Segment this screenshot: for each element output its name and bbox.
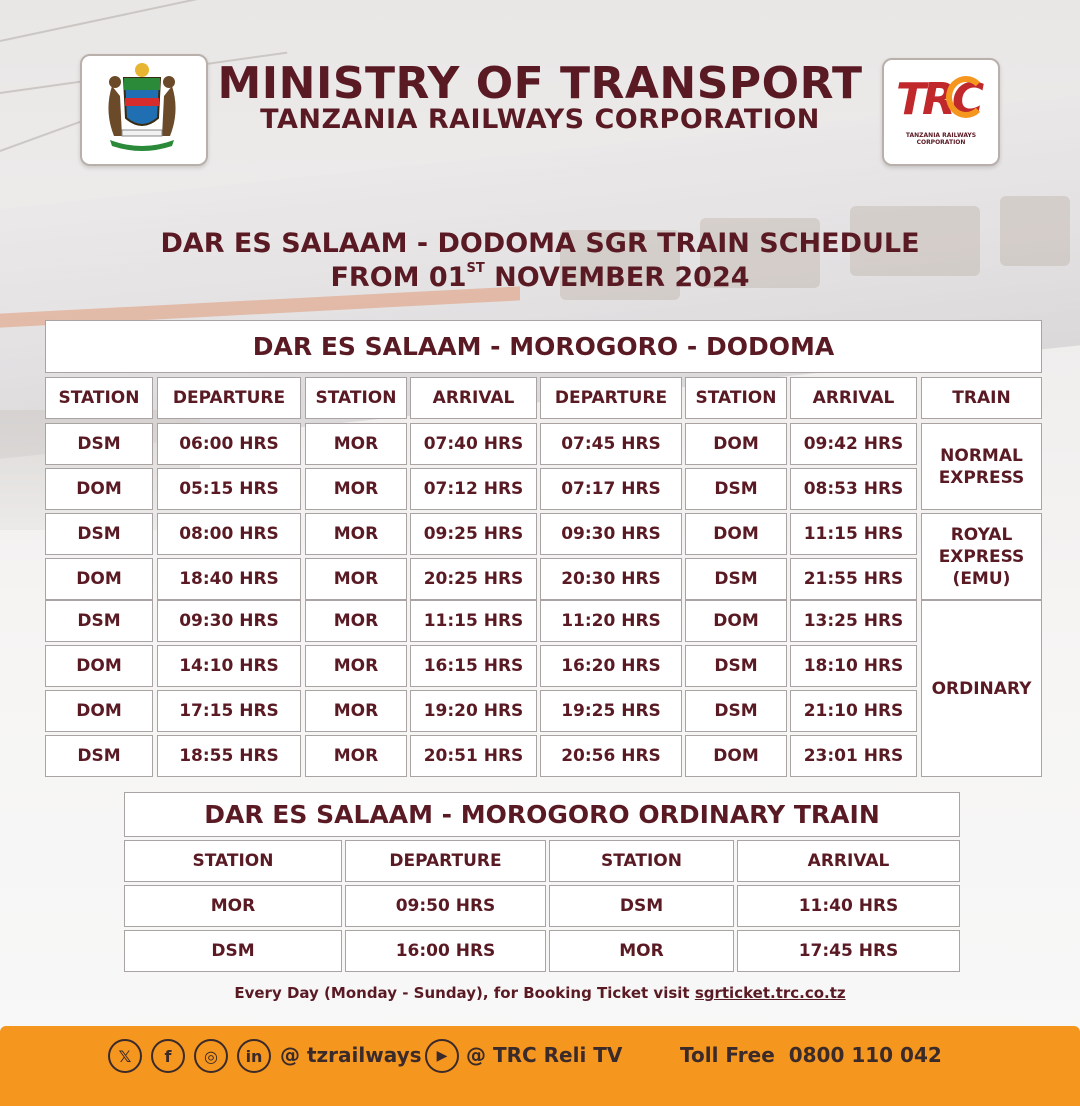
main-cell: 07:45 HRS (540, 423, 682, 465)
main-cell: MOR (305, 690, 407, 732)
main-cell: DSM (685, 468, 787, 510)
main-cell: 07:12 HRS (410, 468, 537, 510)
main-cell: 16:20 HRS (540, 645, 682, 687)
main-cell: DSM (45, 735, 153, 777)
main-cell: MOR (305, 423, 407, 465)
main-cell: 18:40 HRS (157, 558, 301, 600)
main-cell: 20:25 HRS (410, 558, 537, 600)
trc-logo-caption: TANZANIA RAILWAYS CORPORATION (905, 132, 977, 146)
main-cell: DOM (45, 690, 153, 732)
social-handle: @ tzrailways (280, 1043, 422, 1067)
main-cell: DSM (685, 558, 787, 600)
main-header-3: ARRIVAL (410, 377, 537, 419)
ordinary-header-1: DEPARTURE (345, 840, 546, 882)
main-cell: 19:25 HRS (540, 690, 682, 732)
main-header-4: DEPARTURE (540, 377, 682, 419)
main-cell: 20:51 HRS (410, 735, 537, 777)
ordinary-cell: DSM (549, 885, 734, 927)
main-header-6: ARRIVAL (790, 377, 917, 419)
main-cell: 11:20 HRS (540, 600, 682, 642)
main-header-0: STATION (45, 377, 153, 419)
main-cell: 11:15 HRS (790, 513, 917, 555)
main-cell: 13:25 HRS (790, 600, 917, 642)
schedule-date: FROM 01ST NOVEMBER 2024 (330, 261, 750, 293)
ordinary-cell: 09:50 HRS (345, 885, 546, 927)
main-cell: DOM (685, 423, 787, 465)
instagram-icon[interactable]: ◎ (194, 1039, 228, 1073)
main-cell: 18:55 HRS (157, 735, 301, 777)
train-type-2: ORDINARY (921, 600, 1042, 777)
ordinary-cell: 11:40 HRS (737, 885, 960, 927)
corporation-title: TANZANIA RAILWAYS CORPORATION (260, 104, 820, 135)
main-cell: DSM (45, 423, 153, 465)
train-type-0: NORMAL EXPRESS (921, 423, 1042, 510)
ordinary-cell: 16:00 HRS (345, 930, 546, 972)
main-cell: 17:15 HRS (157, 690, 301, 732)
facebook-icon[interactable]: f (151, 1039, 185, 1073)
x-icon[interactable]: 𝕏 (108, 1039, 142, 1073)
booking-note: Every Day (Monday - Sunday), for Booking Ticket visit sgrticket.trc.co.tz (234, 984, 846, 1002)
main-cell: DOM (685, 735, 787, 777)
main-cell: MOR (305, 558, 407, 600)
ordinary-cell: MOR (124, 885, 342, 927)
main-cell: 23:01 HRS (790, 735, 917, 777)
ordinary-cell: 17:45 HRS (737, 930, 960, 972)
main-cell: 19:20 HRS (410, 690, 537, 732)
main-cell: DSM (685, 690, 787, 732)
main-cell: 11:15 HRS (410, 600, 537, 642)
youtube-icon[interactable]: ▶ (425, 1039, 459, 1073)
main-cell: DOM (685, 513, 787, 555)
booking-link[interactable]: sgrticket.trc.co.tz (694, 984, 846, 1002)
main-header-7: TRAIN (921, 377, 1042, 419)
ordinary-header-0: STATION (124, 840, 342, 882)
main-cell: 20:56 HRS (540, 735, 682, 777)
ordinary-cell: DSM (124, 930, 342, 972)
main-cell: MOR (305, 645, 407, 687)
main-cell: 08:53 HRS (790, 468, 917, 510)
main-cell: 07:40 HRS (410, 423, 537, 465)
main-cell: MOR (305, 468, 407, 510)
main-cell: 05:15 HRS (157, 468, 301, 510)
main-cell: DOM (45, 558, 153, 600)
main-cell: MOR (305, 600, 407, 642)
ordinary-header-2: STATION (549, 840, 734, 882)
main-cell: 06:00 HRS (157, 423, 301, 465)
main-cell: DSM (45, 600, 153, 642)
main-header-2: STATION (305, 377, 407, 419)
linkedin-icon[interactable]: in (237, 1039, 271, 1073)
toll-free-number: Toll Free 0800 110 042 (680, 1043, 942, 1067)
main-cell: 20:30 HRS (540, 558, 682, 600)
main-cell: 16:15 HRS (410, 645, 537, 687)
main-cell: 14:10 HRS (157, 645, 301, 687)
main-cell: DOM (685, 600, 787, 642)
ministry-title: MINISTRY OF TRANSPORT (217, 58, 863, 109)
ordinary-table-banner: DAR ES SALAAM - MOROGORO ORDINARY TRAIN (124, 792, 960, 837)
main-header-1: DEPARTURE (157, 377, 301, 419)
ordinary-cell: MOR (549, 930, 734, 972)
main-table-banner: DAR ES SALAAM - MOROGORO - DODOMA (45, 320, 1042, 373)
main-header-5: STATION (685, 377, 787, 419)
schedule-title: DAR ES SALAAM - DODOMA SGR TRAIN SCHEDULE (160, 228, 920, 259)
ordinary-header-3: ARRIVAL (737, 840, 960, 882)
main-cell: DSM (45, 513, 153, 555)
main-cell: 09:30 HRS (157, 600, 301, 642)
main-cell: MOR (305, 513, 407, 555)
main-cell: 09:25 HRS (410, 513, 537, 555)
main-cell: DSM (685, 645, 787, 687)
main-cell: 08:00 HRS (157, 513, 301, 555)
main-cell: 07:17 HRS (540, 468, 682, 510)
main-cell: DOM (45, 468, 153, 510)
trc-logo-letters: TRC (896, 74, 981, 125)
main-cell: 21:10 HRS (790, 690, 917, 732)
main-cell: 18:10 HRS (790, 645, 917, 687)
main-cell: 21:55 HRS (790, 558, 917, 600)
main-cell: MOR (305, 735, 407, 777)
main-cell: DOM (45, 645, 153, 687)
youtube-channel: @ TRC Reli TV (466, 1043, 623, 1067)
main-cell: 09:30 HRS (540, 513, 682, 555)
train-type-1: ROYAL EXPRESS (EMU) (921, 513, 1042, 600)
main-cell: 09:42 HRS (790, 423, 917, 465)
